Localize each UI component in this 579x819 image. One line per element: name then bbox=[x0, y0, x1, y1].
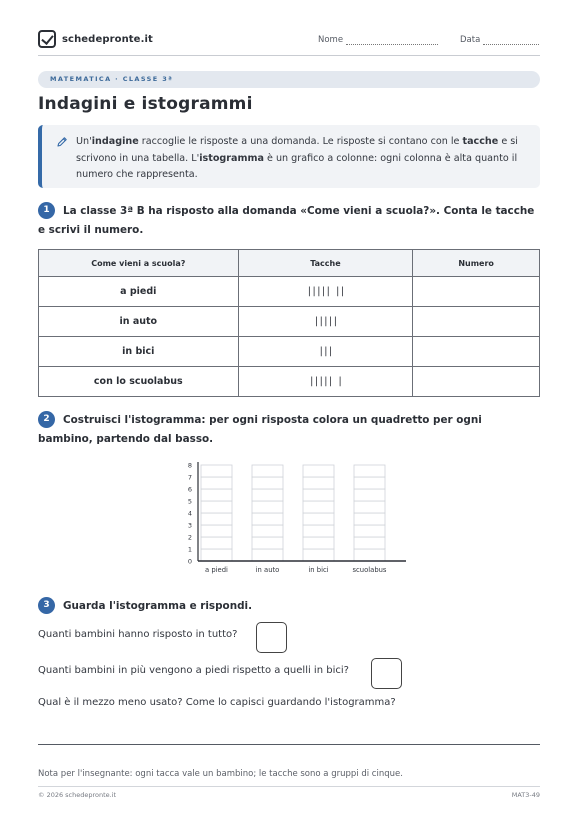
y-tick-label: 0 bbox=[187, 557, 192, 566]
sub-question-3: Qual è il mezzo meno usato? Come lo capisci guardando l'istogramma? bbox=[38, 697, 396, 708]
footer-divider bbox=[38, 786, 540, 787]
answer-box-total[interactable] bbox=[256, 622, 287, 653]
histogram-cell[interactable] bbox=[354, 489, 385, 501]
histogram-cell[interactable] bbox=[252, 537, 283, 549]
tally-cell: ||||| | bbox=[238, 367, 413, 397]
histogram-cell[interactable] bbox=[201, 513, 232, 525]
y-tick-label: 5 bbox=[187, 497, 192, 506]
histogram-cell[interactable] bbox=[303, 489, 334, 501]
y-tick-label: 3 bbox=[187, 521, 192, 530]
histogram-cell[interactable] bbox=[354, 549, 385, 561]
table-row bbox=[39, 337, 540, 367]
y-tick-label: 6 bbox=[187, 485, 192, 494]
term-indagine: indagine bbox=[91, 136, 139, 147]
x-category-label: in bici bbox=[308, 566, 329, 574]
sub-question-1: Quanti bambini hanno risposto in tutto? bbox=[38, 629, 238, 640]
histogram-svg bbox=[178, 458, 410, 578]
question-3 bbox=[38, 597, 540, 616]
brand-name: schedepronte.it bbox=[62, 33, 153, 45]
histogram-cell[interactable] bbox=[201, 549, 232, 561]
footer-code: MAT3-49 bbox=[511, 791, 540, 799]
number-answer-cell[interactable] bbox=[413, 337, 540, 367]
x-category-label: in auto bbox=[255, 566, 280, 574]
histogram-cell[interactable] bbox=[303, 477, 334, 489]
y-tick-label: 8 bbox=[187, 461, 192, 470]
checkbox-logo-icon bbox=[38, 30, 56, 48]
question-2 bbox=[38, 411, 540, 449]
page-title: Indagini e istogrammi bbox=[38, 94, 253, 114]
column-header: Numero bbox=[413, 250, 540, 277]
answer-box-difference[interactable] bbox=[371, 658, 402, 689]
histogram-cell[interactable] bbox=[201, 525, 232, 537]
histogram-cell[interactable] bbox=[252, 477, 283, 489]
date-line[interactable] bbox=[483, 37, 539, 45]
histogram-cell[interactable] bbox=[354, 501, 385, 513]
page-header bbox=[38, 30, 540, 56]
x-category-label: a piedi bbox=[205, 566, 228, 574]
question-2-text: Costruisci l'istogramma: per ogni risposta colora un quadretto per ogni bambino, partendo dal basso. bbox=[38, 414, 482, 445]
y-tick-label: 4 bbox=[187, 509, 192, 518]
y-tick-label: 7 bbox=[187, 473, 192, 482]
question-number-badge: 3 bbox=[38, 597, 55, 614]
subject-tag bbox=[38, 71, 540, 88]
date-field[interactable] bbox=[460, 35, 539, 45]
pencil-icon bbox=[56, 136, 68, 148]
table-row bbox=[39, 367, 540, 397]
question-number-badge: 2 bbox=[38, 411, 55, 428]
question-3-text: Guarda l'istogramma e rispondi. bbox=[63, 600, 253, 612]
histogram-cell[interactable] bbox=[201, 477, 232, 489]
histogram-cell[interactable] bbox=[252, 465, 283, 477]
histogram-cell[interactable] bbox=[303, 501, 334, 513]
histogram-cell[interactable] bbox=[354, 513, 385, 525]
histogram-cell[interactable] bbox=[354, 537, 385, 549]
histogram-chart bbox=[178, 458, 410, 578]
histogram-cell[interactable] bbox=[303, 465, 334, 477]
histogram-cell[interactable] bbox=[252, 525, 283, 537]
table-row bbox=[39, 277, 540, 307]
tally-cell: ||||| bbox=[238, 307, 413, 337]
category-cell: in auto bbox=[39, 307, 239, 337]
term-tacche: tacche bbox=[462, 136, 499, 147]
x-category-label: scuolabus bbox=[352, 566, 387, 574]
name-label: Nome bbox=[318, 35, 344, 45]
question-number-badge: 1 bbox=[38, 202, 55, 219]
name-field[interactable] bbox=[318, 35, 438, 45]
y-tick-label: 2 bbox=[187, 533, 192, 542]
answer-write-line[interactable] bbox=[38, 744, 540, 745]
tally-cell: ||||| || bbox=[238, 277, 413, 307]
footer-copyright: © 2026 schedepronte.it bbox=[38, 791, 117, 799]
number-answer-cell[interactable] bbox=[413, 307, 540, 337]
info-text: Un'indagine raccoglie le risposte a una domanda. Le risposte si contano con le tacche e si scrivono in una tabella. L'istogramma è un grafico a colonne: ogni colonna è alta quanto il numero che rappresenta. bbox=[76, 136, 518, 180]
term-istogramma: istogramma bbox=[199, 152, 264, 164]
histogram-cell[interactable] bbox=[252, 513, 283, 525]
number-answer-cell[interactable] bbox=[413, 277, 540, 307]
histogram-cell[interactable] bbox=[303, 525, 334, 537]
subject-tag-text: MATEMATICA · CLASSE 3ª bbox=[50, 75, 174, 83]
histogram-cell[interactable] bbox=[303, 513, 334, 525]
brand-logo bbox=[38, 30, 153, 48]
info-box bbox=[38, 125, 540, 188]
survey-table bbox=[38, 249, 540, 397]
histogram-cell[interactable] bbox=[252, 501, 283, 513]
column-header: Tacche bbox=[238, 250, 413, 277]
histogram-cell[interactable] bbox=[354, 477, 385, 489]
category-cell: con lo scuolabus bbox=[39, 367, 239, 397]
column-header: Come vieni a scuola? bbox=[39, 250, 239, 277]
histogram-cell[interactable] bbox=[201, 489, 232, 501]
category-cell: in bici bbox=[39, 337, 239, 367]
name-line[interactable] bbox=[346, 37, 438, 45]
histogram-cell[interactable] bbox=[201, 537, 232, 549]
category-cell: a piedi bbox=[39, 277, 239, 307]
tally-cell: ||| bbox=[238, 337, 413, 367]
sub-question-2: Quanti bambini in più vengono a piedi rispetto a quelli in bici? bbox=[38, 665, 349, 676]
teacher-note: Nota per l'insegnante: ogni tacca vale un bambino; le tacche sono a gruppi di cinque. bbox=[38, 769, 403, 779]
histogram-cell[interactable] bbox=[201, 465, 232, 477]
histogram-cell[interactable] bbox=[303, 549, 334, 561]
histogram-cell[interactable] bbox=[201, 501, 232, 513]
question-1-text: La classe 3ª B ha risposto alla domanda «Come vieni a scuola?». Conta le tacche e scrivi il numero. bbox=[38, 205, 535, 236]
y-tick-label: 1 bbox=[187, 545, 192, 554]
number-answer-cell[interactable] bbox=[413, 367, 540, 397]
histogram-cell[interactable] bbox=[252, 549, 283, 561]
question-1 bbox=[38, 202, 540, 240]
histogram-cell[interactable] bbox=[303, 537, 334, 549]
date-label: Data bbox=[460, 35, 481, 45]
histogram-cell[interactable] bbox=[354, 465, 385, 477]
histogram-cell[interactable] bbox=[354, 525, 385, 537]
table-header-row bbox=[39, 250, 540, 277]
histogram-cell[interactable] bbox=[252, 489, 283, 501]
table-row bbox=[39, 307, 540, 337]
